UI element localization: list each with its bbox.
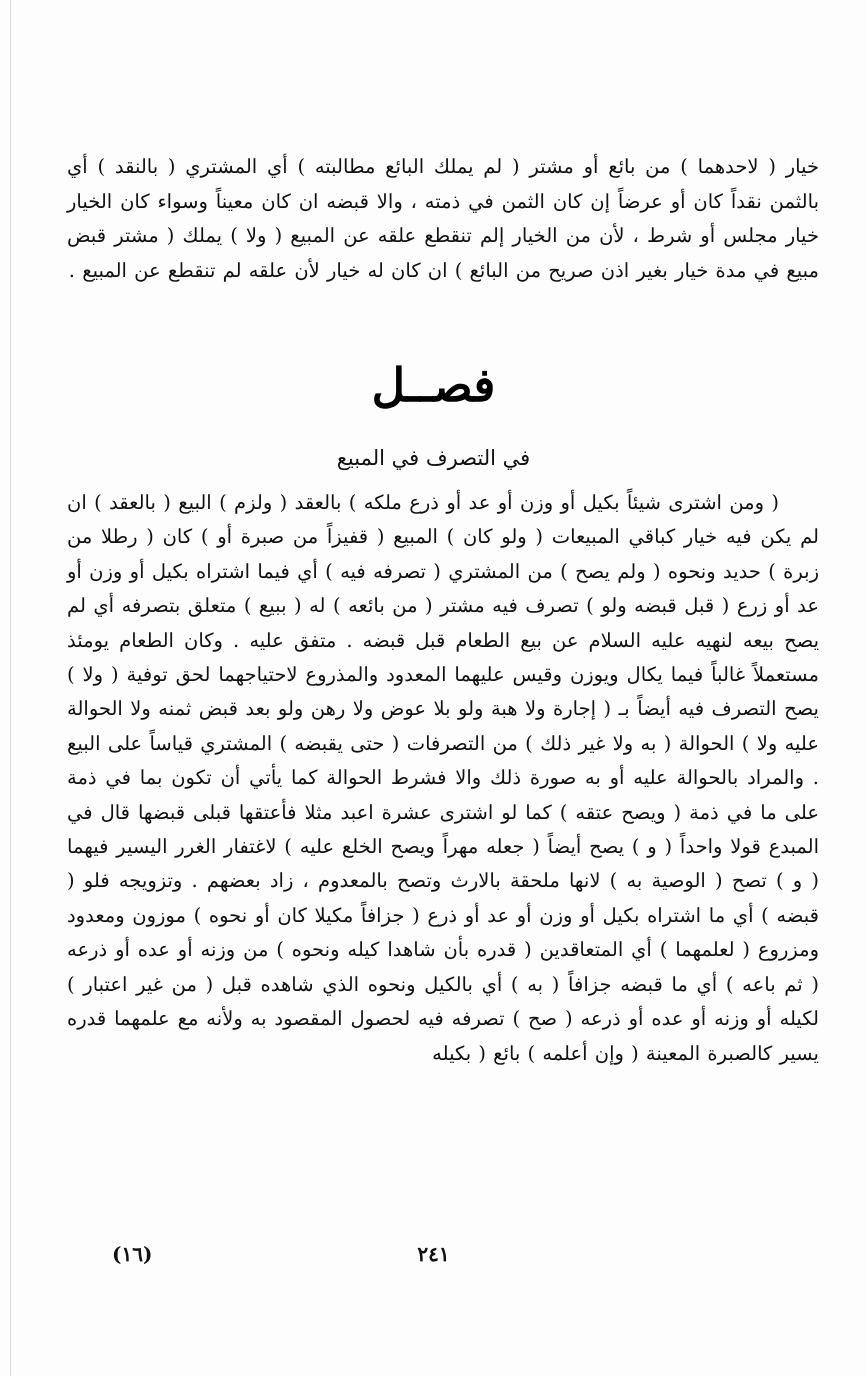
top-paragraph-block <box>67 150 819 288</box>
page-footer <box>0 1242 867 1282</box>
signature-mark: (١٦) <box>112 1242 153 1266</box>
top-paragraph: خيار ( لاحدهما ) من بائع أو مشتر ( لم يملك البائع مطالبته ) أي المشتري ( بالنقد ) أي بالثمن نقداً كان أو عرضاً إن كان الثمن في ذمته ، والا قبضه ان كان معيناً وسواء كان الخيار خيار مجلس أو شرط ، لأن من الخيار إلم تنقطع علقه عن المبيع ( ولا ) يملك ( مشتر قبض مبيع في مدة خيار بغير اذن صريح من البائع ) ان كان له خيار لأن علقه لم تنقطع عن المبيع . <box>67 155 819 282</box>
main-paragraph: ( ومن اشترى شيئاً بكيل أو وزن أو عد أو ذرع ملكه ) بالعقد ( ولزم ) البيع ( بالعقد ) ان لم يكن فيه خيار كباقي المبيعات ( ولو كان ) المبيع ( قفيزاً من صبرة أو ) كان ( رطلا من زبرة ) حديد ونحوه ( ولم يصح ) من المشتري ( تصرفه فيه ) أي فيما اشتراه بكيل أو وزن أو عد أو زرع ( قبل قبضه ولو ) تصرف فيه مشتر ( من بائعه ) له ( ببيع ) متعلق بتصرفه أي لم يصح بيعه لنهيه عليه السلام عن بيع الطعام قبل قبضه . متفق عليه . وكان الطعام يومئذ مستعملاً غالباً فيما يكال ويوزن وقيس عليهما المعدود والمذروع لاحتياجهما لحق توفية ( ولا ) يصح التصرف فيه أيضاً بـ ( إجارة ولا هبة ولو بلا عوض ولا رهن ولو بعد قبض ثمنه ولا الحوالة عليه ولا ) الحوالة ( به ولا غير ذلك ) من التصرفات ( حتى يقبضه ) المشتري قياساً على البيع . والمراد بالحوالة عليه أو به صورة ذلك والا فشرط الحوالة كما يأتي أن تكون بما في ذمة على ما في ذمة ( ويصح عتقه ) كما لو اشترى عشرة اعبد مثلا فأعتقها قبلى قبضها قال في المبدع قولا واحداً ( و ) يصح أيضاً ( جعله مهراً ويصح الخلع عليه ) لاغتفار الغرر اليسير فيهما ( و ) تصح ( الوصية به ) لانها ملحقة بالارث وتصح بالمعدوم ، زاد بعضهم . وتزويجه فلو ( قبضه ) أي ما اشتراه بكيل أو وزن أو عد أو ذرع ( جزافاً مكيلا كان أو نحوه ) موزون ومعدود ومزروع ( لعلمهما ) أي المتعاقدين ( قدره بأن شاهدا كيله ونحوه ) من وزنه أو عده أو ذرعه ( ثم باعه ) أي ما قبضه جزافاً ( به ) أي بالكيل ونحوه الذي شاهده قبل ( من غير اعتبار ) لكيله أو وزنه أو عده أو ذرعه ( صح ) تصرفه فيه لحصول المقصود به ولأنه مع علمهما قدره يسير كالصبرة المعينة ( وإن أعلمه ) بائع ( بكيله <box>67 491 819 1065</box>
page-number: ٢٤١ <box>417 1242 450 1266</box>
section-heading: فصــل <box>371 358 496 412</box>
main-paragraph-block <box>67 486 819 1071</box>
section-subtitle: في التصرف في المبيع <box>336 446 531 470</box>
